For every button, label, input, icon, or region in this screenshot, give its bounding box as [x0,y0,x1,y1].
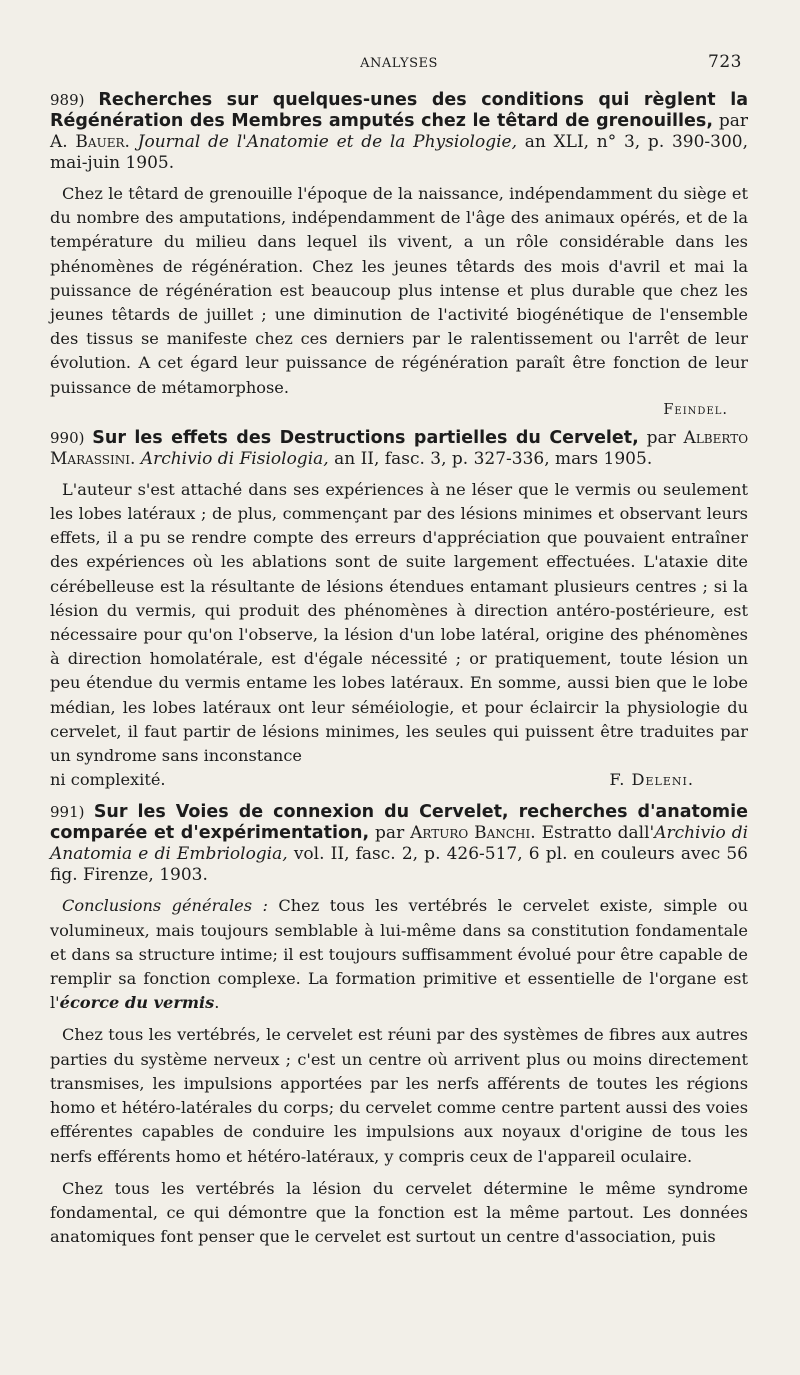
paragraph-end-with-signature [50,768,748,792]
signature: Feindel. [663,401,728,418]
entry-number: 989) [50,91,85,109]
conclusions-text: Chez tous les vertébrés le cervelet existe, simple ou volumineux, mais toujours semblable à lui-même dans sa constitution fondamentale et dans sa structure intime; il est toujours suffisamment évolué pour être capable de remplir sa fonction complexe. La formation primitive et essentielle de l'organe est l' [50,896,748,1013]
by-word: par [646,427,676,448]
entry-989 [50,90,748,418]
entry-heading [50,90,748,174]
entry-990 [50,428,748,793]
entry-heading [50,802,748,886]
running-title: ANALYSES [360,56,438,71]
author-name: Arturo Banchi. [410,823,536,844]
paragraph: Chez tous les vertébrés, le cervelet est réuni par des systèmes de fibres aux autres parties du système nerveux ; c'est un centre où arrivent plus ou moins directement transmises, les impulsions apportées par les nerfs afférents de toutes les régions homo et hétéro-latérales du corps; du cervelet comme centre partent aussi des voies efférentes capables de conduire les impulsions aux noyaux d'origine de tous les nerfs efférents homo et hétéro-latéraux, y compris ceux de l'appareil oculaire. [50,1025,748,1166]
citation: vol. II, fasc. 2, p. 426-517, 6 pl. en couleurs avec 56 fig. Firenze, 1903. [50,844,748,886]
journal-name: Journal de l'Anatomie et de la Physiologie, [137,132,518,152]
conclusions-end: . [214,993,220,1013]
paragraph: Chez le têtard de grenouille l'époque de la naissance, indépendamment du siège et du nombre des amputations, indépendamment de l'âge des animaux opérés, et de la température du milieu dans lequel ils vivent, a un rôle considérable dans les phénomènes de régénération. Chez les jeunes têtards des mois d'avril et mai la puissance de régénération est beaucoup plus intense et plus durable que chez les jeunes têtards de juillet ; une diminution de l'activité biogénétique de l'ensemble des tissus se manifeste chez ces derniers par le ralentissement ou l'arrêt de leur évolution. A cet égard leur puissance de régénération paraît être fonction de leur puissance de métamorphose. [50,184,748,397]
paragraph-end: ni complexité. [50,770,166,790]
entry-991 [50,802,748,1249]
running-head [50,50,748,80]
entry-title: Recherches sur quelques-unes des conditions qui règlent la Régénération des Membres amputés chez le têtard de grenouilles, [50,90,748,131]
conclusions-paragraph [50,894,748,1015]
page-number: 723 [708,52,742,72]
conclusions-label: Conclusions générales : [62,896,268,916]
entry-number: 991) [50,803,85,822]
citation: an XLI, n° 3, p. 390-300, mai-juin 1905. [50,132,748,173]
author-name: Bauer. [75,132,130,152]
citation: an II, fasc. 3, p. 327-336, mars 1905. [334,448,653,469]
journal-name: Archivio di Anatomia e di Embriologia, [50,823,749,865]
by-word: par [375,823,405,844]
conclusions-emphasis: écorce du vermis [59,993,215,1013]
citation-prefix: Estratto dall' [541,823,655,844]
signature: F. Deleni. [609,770,694,790]
entry-number: 990) [50,428,85,447]
paragraph: Chez tous les vertébrés la lésion du cervelet détermine le même syndrome fondamental, ce qui démontre que la fonction est la même partout. Les données anatomiques font penser que le cervelet est surtout un centre d'association, puis [50,1178,748,1247]
by-word: par A. [50,111,749,152]
entry-title: Sur les Voies de connexion du Cervelet, recherches d'anatomie comparée et d'expérimentation, [50,802,748,844]
author-name: Alberto Marassini. [50,427,749,469]
journal-name: Archivio di Fisiologia, [140,448,329,469]
entry-title: Sur les effets des Destructions partielles du Cervelet, [92,427,639,448]
entry-heading [50,428,748,470]
paragraph: L'auteur s'est attaché dans ses expériences à ne léser que le vermis ou seulement les lobes latéraux ; de plus, commençant par des lésions minimes et observant leurs effets, il a pu se rendre compte des erreurs d'appréciation que pouvaient entraîner des expériences où les ablations sont de suite largement effectuées. L'ataxie dite cérébelleuse est la résultante de lésions étendues entamant plusieurs centres ; si la lésion du vermis, qui produit des phénomènes à direction antéro-postérieure, est nécessaire pour qu'on l'observe, la lésion d'un lobe latéral, origine des phénomènes à direction homolatérale, est d'égale nécessité ; or pratiquement, toute lésion un peu étendue du vermis entame les lobes latéraux. En somme, aussi bien que le lobe médian, les lobes latéraux ont leur séméiologie, et pour éclaircir la physiologie du cervelet, il faut partir de lésions minimes, les seules qui puissent être traduites par un syndrome sans inconstance [50,479,748,766]
